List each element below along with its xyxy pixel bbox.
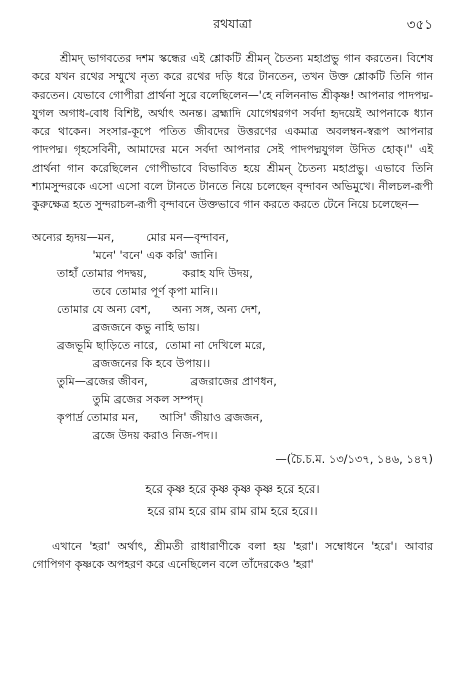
mantra-line: হরে রাম হরে রাম রাম রাম হরে হরে।। [147, 503, 318, 518]
verse-line: তোমার যে অন্য বেশ, অন্য সঙ্গ, অন্য দেশ, [32, 302, 262, 316]
verse-citation: —(চৈ.চ.ম. ১৩/১৩৭, ১৪৬, ১৪৭) [275, 451, 433, 466]
verse-line: ব্রজভূমি ছাড়িতে নারে, তোমা না দেখিলে মরে, [32, 338, 266, 352]
verse-line: তুমি ব্রজের সকল সম্পদ্। [32, 392, 204, 406]
verse-line: ব্রজজনের কি হবে উপায়।। [32, 356, 211, 370]
body-paragraph-2: এখানে 'হরা' অর্থাৎ, শ্রীমতী রাধারাণীকে বলা হয় 'হরা'। সম্বোধনে 'হরে'। আবার গোপিগণ কৃষ্ণকে অপহরণ করে এনেছিলেন বলে তাঁদেরকেও 'হরা' [32, 539, 433, 571]
verse-block [32, 229, 433, 468]
verse-line: কৃপার্দ্র তোমার মন, আসি' জীয়াও ব্রজজন, [32, 410, 263, 424]
mantra-line: হরে কৃষ্ণ হরে কৃষ্ণ কৃষ্ণ কৃষ্ণ হরে হরে। [145, 481, 320, 496]
verse-line: ব্রজজনে কভু নাহি ভায়। [32, 320, 200, 334]
verse-line: ব্রজে উদয় করাও নিজ-পদ।। [32, 428, 218, 442]
running-title: রথযাত্রা [213, 16, 252, 31]
verse-line: তাহাঁ তোমার পদদ্বয়, করাহ যদি উদয়, [32, 266, 253, 280]
verse-line: তবে তোমার পূর্ণ কৃপা মানি।। [32, 284, 218, 298]
mantra-block [32, 478, 433, 522]
verse-line: তুমি—ব্রজের জীবন, ব্রজরাজের প্রাণধন, [32, 374, 277, 388]
page-header [32, 14, 433, 40]
verse-line: অন্যের হৃদয়—মন, মোর মন—বৃন্দাবন, [32, 230, 229, 244]
verse-line: 'মনে' 'বনে' এক করি' জানি। [32, 248, 218, 262]
body-paragraph-1: শ্রীমদ্ ভাগবতের দশম স্কন্ধের এই শ্লোকটি শ্রীমন্ চৈতন্য মহাপ্রভু গান করতেন। বিশেষ করে যখন রথের সম্মুখে নৃত্য করে রথের দড়ি ধরে টানতেন, তখন উক্ত শ্লোকটি তিনি গান করতেন। যেভাবে গোপীরা প্রার্থনা সুরে বলেছিলেন—'হে নলিননাভ শ্রীকৃষ্ণ! আপনার পাদপদ্ম-যুগল অগাধ-বোধ বিশিষ্ট, অর্থাৎ অনন্ত। ব্রহ্মাদি যোগেশ্বরগণ সর্বদা হৃদয়েই আপনাকে ধ্যান করে থাকেন। সংসার-কূপে পতিত জীবদের উত্তরণের একমাত্র অবলম্বন-স্বরূপ আপনার পাদপদ্ম। গৃহসেবিনী, আমাদের মনে সর্বদা আপনার সেই পাদপদ্মযুগল উদিত হোক্।'' এই প্রার্থনা গান করেছিলেন গোপীভাবে বিভাবিত হয়ে শ্রীমন্ চৈতন্য মহাপ্রভু। এভাবে তিনি শ্যামসুন্দরকে এসো এসো বলে টানতে টানতে নিয়ে চলেছেন বৃন্দাবন অভিমুখে। নীলচল-রূপী কুরুক্ষেত্র হতে সুন্দরাচল-রূপী বৃন্দাবনে উক্তভাবে গান করতে করতে টেনে নিয়ে চলেছেন— [32, 52, 433, 212]
page-number: ৩৫১ [406, 17, 433, 33]
